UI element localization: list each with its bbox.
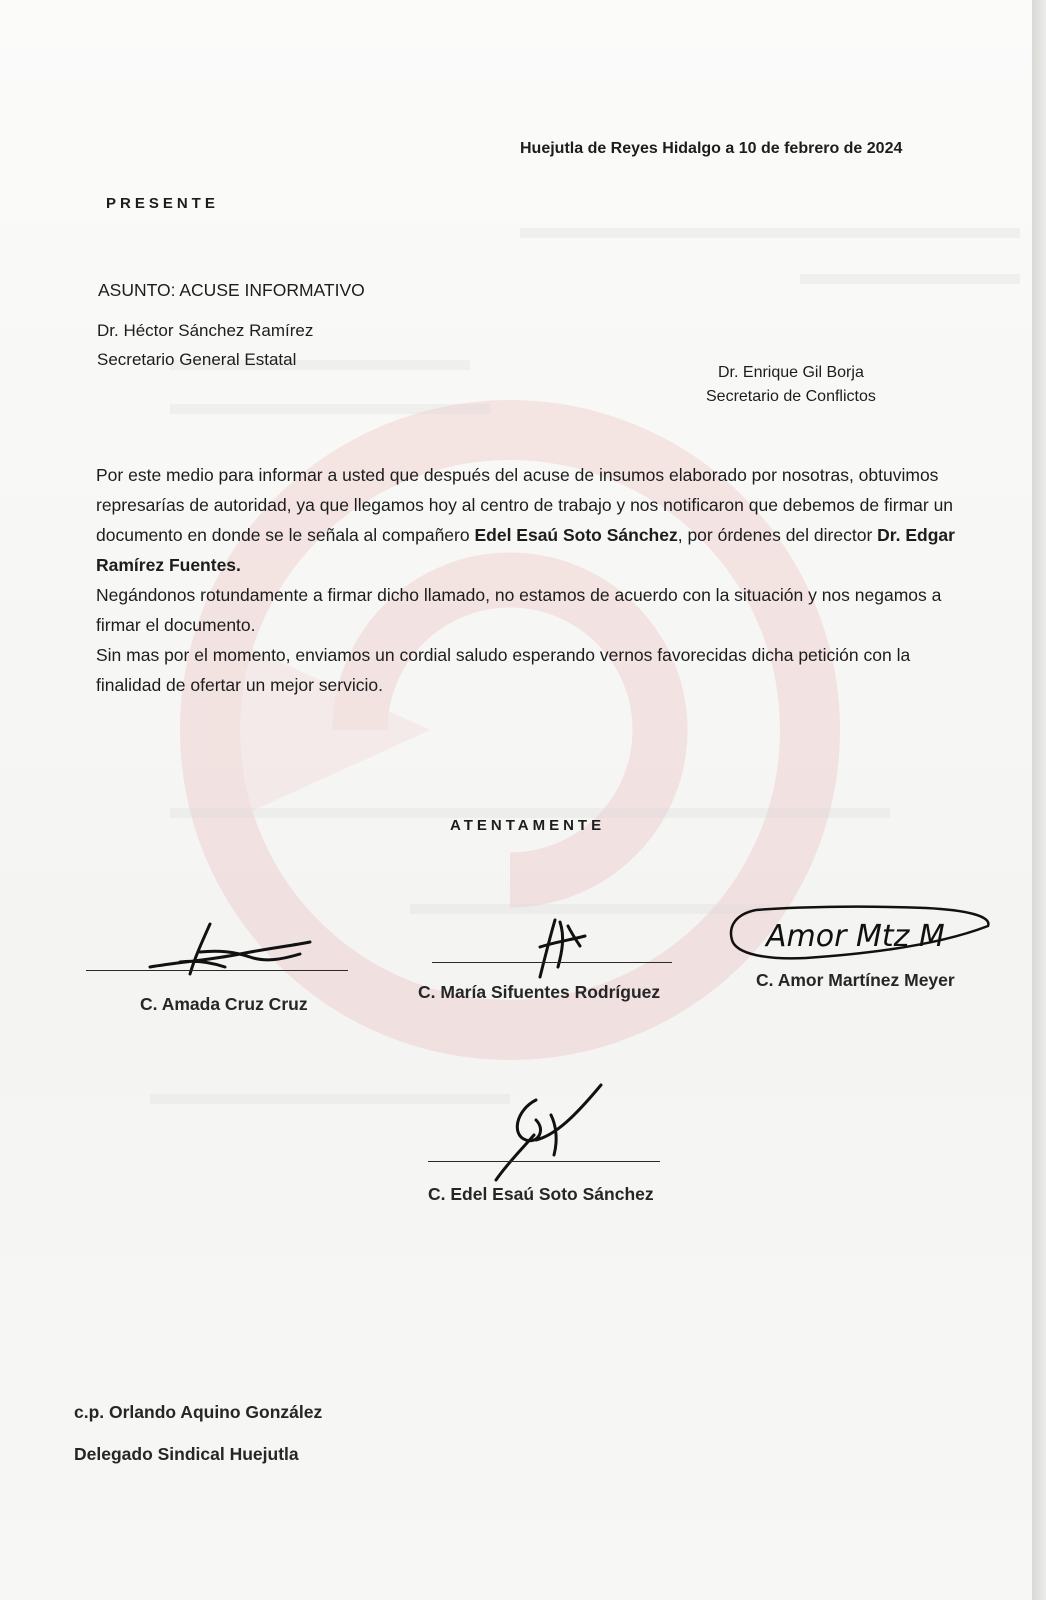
bleed-through-line (520, 228, 1020, 238)
signature-line (432, 962, 672, 963)
person-mention: Edel Esaú Soto Sánchez (474, 525, 678, 545)
signatory-name: C. Amada Cruz Cruz (140, 994, 308, 1014)
signature-amor-icon (726, 900, 996, 970)
cc-name: c.p. Orlando Aquino González (74, 1402, 323, 1422)
signature-line (428, 1161, 660, 1162)
place-date: Huejutla de Reyes Hidalgo a 10 de febrero de 2024 (520, 140, 903, 157)
signature-line (86, 970, 348, 971)
signature-amor-text: Amor Mtz M (766, 919, 945, 954)
bleed-through-line (800, 274, 1020, 284)
recipient-primary-title: Secretario General Estatal (97, 350, 297, 369)
recipient-secondary-title: Secretario de Conflictos (706, 388, 876, 405)
signature-amada-icon (140, 912, 320, 982)
body-paragraph-1: Por este medio para informar a usted que después del acuse de insumos elaborado por nosotras, obtuvimos represarías de autoridad, ya que llegamos hoy al centro de trabajo y nos notificaron que debemos de firmar un documento en donde se le señala al compañero Edel Esaú Soto Sánchez, por órdenes del director Dr. Edgar Ramírez Fuentes. (96, 465, 955, 575)
bleed-through-line (170, 404, 490, 414)
recipient-primary-name: Dr. Héctor Sánchez Ramírez (97, 321, 314, 340)
signatory-name: C. María Sifuentes Rodríguez (418, 982, 661, 1002)
bleed-through-line (150, 1094, 510, 1104)
cc-title: Delegado Sindical Huejutla (74, 1444, 299, 1464)
body-paragraph-3: Sin mas por el momento, enviamos un cordial saludo esperando vernos favorecidas dicha petición con la finalidad de ofertar un mejor servicio. (96, 645, 911, 695)
page-edge-shadow (1032, 0, 1046, 1600)
recipient-secondary-name: Dr. Enrique Gil Borja (718, 364, 864, 381)
presente-heading: PRESENTE (106, 195, 219, 212)
signatory-name: C. Amor Martínez Meyer (756, 970, 955, 990)
body-paragraph-2: Negándonos rotundamente a firmar dicho llamado, no estamos de acuerdo con la situación y nos negamos a firmar el documento. (96, 585, 942, 635)
closing-atentamente: ATENTAMENTE (450, 817, 606, 834)
body-text (96, 460, 976, 700)
director-mention: Dr. Edgar Ramírez Fuentes. (96, 525, 955, 575)
asunto-line: ASUNTO: ACUSE INFORMATIVO (98, 280, 365, 300)
signatory-name: C. Edel Esaú Soto Sánchez (428, 1184, 654, 1204)
signature-edel-icon (476, 1080, 616, 1190)
signature-maria-icon (510, 912, 610, 982)
